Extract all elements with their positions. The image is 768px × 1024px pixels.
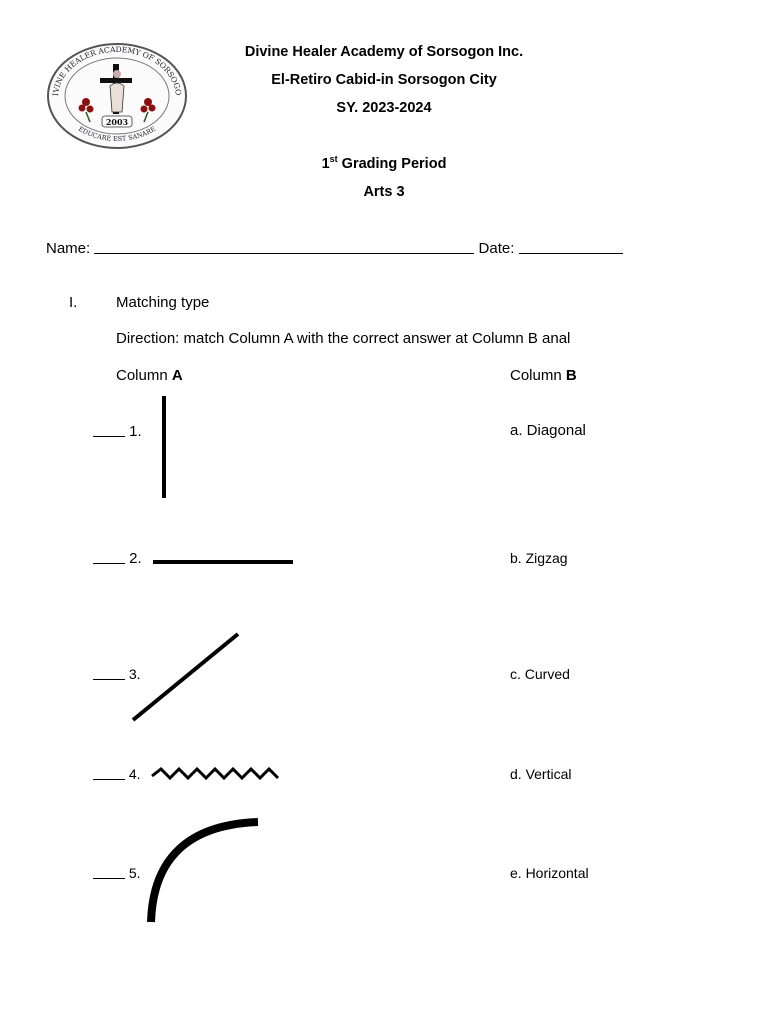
horizontal-line-figure xyxy=(152,550,296,574)
item-4-label: 4. xyxy=(93,766,141,782)
school-year: SY. 2023-2024 xyxy=(336,100,432,116)
school-name: Divine Healer Academy of Sorsogon Inc. xyxy=(244,44,524,60)
answer-blank-5[interactable] xyxy=(93,868,125,879)
column-b-header: Column B xyxy=(510,367,577,384)
name-date-row xyxy=(46,239,623,257)
section-numeral: I. xyxy=(69,294,78,311)
zigzag-line-figure xyxy=(150,764,282,784)
column-a-header: Column A xyxy=(116,367,183,384)
item-3-label: 3. xyxy=(93,666,141,682)
answer-blank-2[interactable] xyxy=(93,553,125,564)
answer-option-c: c. Curved xyxy=(510,666,570,682)
item-2-label: 2. xyxy=(93,550,142,567)
date-blank-field[interactable] xyxy=(519,239,623,254)
seal-text-bottom: EDUCARE EST SANARE xyxy=(76,124,158,143)
answer-blank-3[interactable] xyxy=(93,669,125,680)
answer-option-e: e. Horizontal xyxy=(510,865,589,881)
grading-period: 1st Grading Period xyxy=(321,154,447,172)
vertical-line-figure xyxy=(150,394,180,500)
answer-blank-4[interactable] xyxy=(93,769,125,780)
item-1-label: 1. xyxy=(93,423,142,440)
curved-line-figure xyxy=(144,816,264,926)
date-label: Date: xyxy=(478,240,515,257)
direction-text: Direction: match Column A with the correct answer at Column B anal xyxy=(116,330,571,347)
section-title: Matching type xyxy=(116,294,210,311)
name-blank-field[interactable] xyxy=(94,239,474,254)
seal-year: 2003 xyxy=(105,117,129,127)
name-label: Name: xyxy=(46,240,91,257)
item-5-label: 5. xyxy=(93,865,141,881)
school-address: El-Retiro Cabid-in Sorsogon City xyxy=(271,72,497,88)
answer-option-a: a. Diagonal xyxy=(510,422,586,439)
answer-blank-1[interactable] xyxy=(93,426,125,437)
subject-title: Arts 3 xyxy=(363,184,405,200)
diagonal-line-figure xyxy=(130,630,242,724)
seal-text-top: DIVINE HEALER ACADEMY OF SORSOGON xyxy=(42,35,183,97)
answer-option-b: b. Zigzag xyxy=(510,550,568,566)
answer-option-d: d. Vertical xyxy=(510,766,572,782)
